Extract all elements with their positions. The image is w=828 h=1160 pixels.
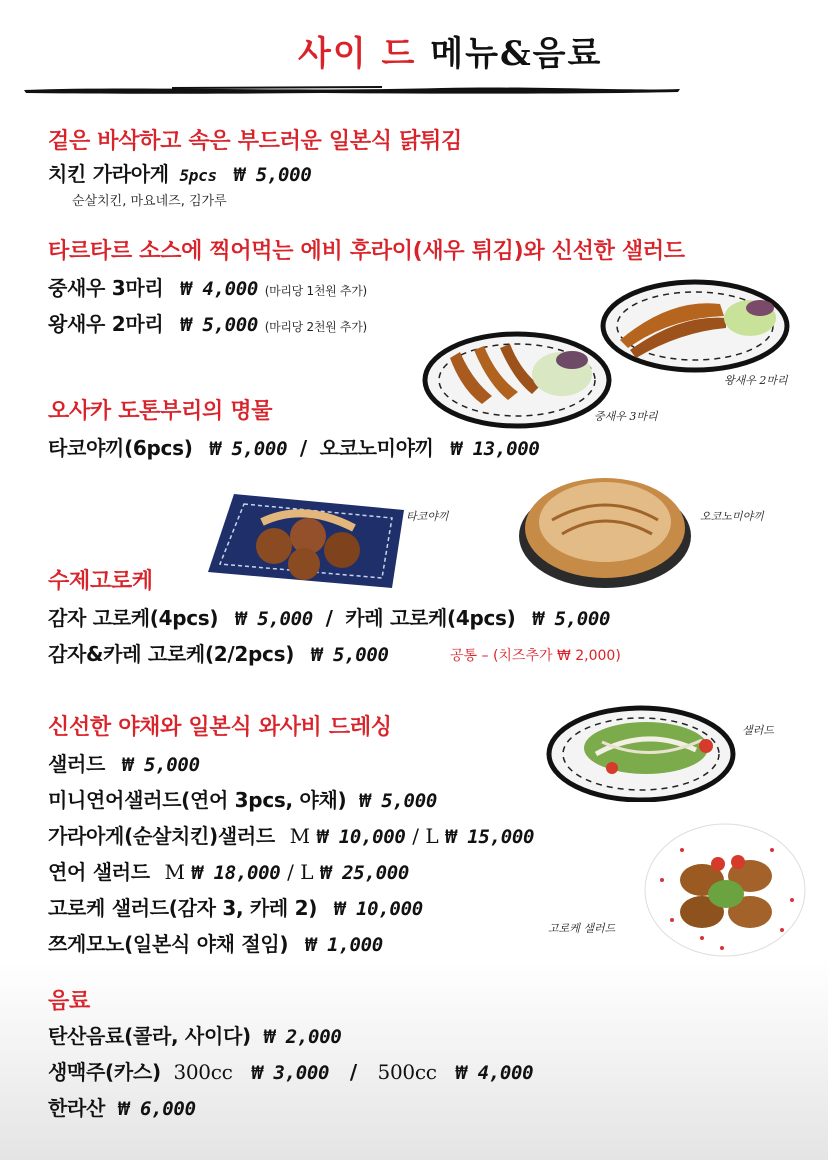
caption-mid-shrimp: 중새우 3마리: [594, 410, 658, 423]
okonomiyaki-photo: [512, 470, 698, 592]
item-name: 쯔게모노(일본식 야채 절임): [48, 932, 289, 956]
item-price: ₩ 5,000: [233, 164, 312, 186]
item-name: 감자 고로케(4pcs): [48, 606, 219, 630]
item-price: ₩ 5,000: [359, 790, 437, 812]
item-price: ₩ 10,000: [316, 826, 406, 848]
item-price: ₩ 1,000: [304, 934, 383, 956]
item-croquette-2: [48, 638, 389, 667]
item-name: 가라아게(순살치킨)샐러드: [48, 824, 275, 848]
brush-divider: [22, 82, 682, 98]
item-price: ₩ 4,000: [180, 278, 259, 300]
separator: /: [287, 860, 294, 884]
heading-shrimp: 타르타르 소스에 찍어먹는 에비 후라이(새우 튀김)와 신선한 샐러드: [48, 239, 685, 264]
item-price: ₩ 13,000: [450, 438, 540, 460]
caption-salad: 샐러드: [742, 724, 774, 737]
item-salmon-salad: [48, 856, 409, 885]
item-price: ₩ 5,000: [234, 608, 313, 630]
item-takoyaki-okonomiyaki: [48, 432, 540, 461]
title-black: 메뉴&음료: [430, 34, 603, 74]
item-king-shrimp: [48, 308, 367, 337]
king-shrimp-photo: [600, 278, 790, 374]
item-price: ₩ 2,000: [263, 1026, 342, 1048]
item-price: ₩ 5,000: [180, 314, 259, 336]
item-price: ₩ 5,000: [532, 608, 611, 630]
item-name: 미니연어샐러드(연어 3pcs, 야채): [48, 788, 347, 812]
item-name: 고로케 샐러드(감자 3, 카레 2): [48, 896, 318, 920]
heading-osaka: 오사카 도톤부리의 명물: [48, 399, 273, 424]
item-soft-drink: [48, 1020, 341, 1049]
item-name: 탄산음료(콜라, 사이다): [48, 1024, 251, 1048]
item-name: 왕새우 2마리: [48, 312, 164, 336]
size-label: M: [289, 824, 310, 848]
item-karaage-salad: [48, 820, 534, 849]
item-price: ₩ 15,000: [445, 826, 535, 848]
caption-takoyaki: 타코야끼: [406, 510, 449, 523]
size-label: 500cc: [377, 1060, 437, 1084]
title-red-2: 드: [381, 34, 417, 74]
item-price: ₩ 3,000: [251, 1062, 330, 1084]
caption-okonomiyaki: 오코노미야끼: [700, 510, 764, 523]
caption-croquette-salad: 고로케 샐러드: [548, 922, 616, 935]
item-price: ₩ 6,000: [117, 1098, 196, 1120]
item-name: 치킨 가라아게: [48, 162, 169, 186]
item-name: 감자&카레 고로케(2/2pcs): [48, 642, 295, 666]
item-name: 타코야끼(6pcs): [48, 436, 193, 460]
page-title: [298, 26, 602, 75]
item-name: 생맥주(카스): [48, 1060, 161, 1084]
croquette-salad-photo: [642, 820, 808, 960]
size-label: L: [300, 860, 314, 884]
item-name: 중새우 3마리: [48, 276, 164, 300]
item-price: ₩ 18,000: [191, 862, 281, 884]
item-description: 순살치킨, 마요네즈, 김가루: [72, 194, 227, 209]
separator: /: [412, 824, 419, 848]
item-price: ₩ 5,000: [121, 754, 200, 776]
heading-salad: 신선한 야채와 일본식 와사비 드레싱: [48, 715, 392, 740]
caption-king-shrimp: 왕새우 2마리: [724, 374, 788, 387]
title-red-1: 사이: [298, 34, 368, 74]
item-mid-shrimp: [48, 272, 367, 301]
item-price: ₩ 25,000: [319, 862, 409, 884]
separator: /: [349, 1060, 357, 1084]
item-draft-beer: [48, 1056, 533, 1085]
item-name: 카레 고로케(4pcs): [345, 606, 516, 630]
separator: /: [325, 606, 333, 630]
item-hallasan: [48, 1092, 196, 1121]
heading-croquette: 수제고로케: [48, 569, 153, 594]
mid-shrimp-photo: [422, 330, 612, 430]
item-name: 한라산: [48, 1096, 106, 1120]
takoyaki-photo: [204, 488, 410, 592]
item-price: ₩ 5,000: [310, 644, 389, 666]
item-qty: 5pcs: [179, 166, 217, 185]
size-label: 300cc: [173, 1060, 233, 1084]
heading-drinks: 음료: [48, 989, 90, 1014]
item-price: ₩ 10,000: [333, 898, 423, 920]
item-salad: [48, 748, 200, 777]
item-name: 샐러드: [48, 752, 106, 776]
item-note: (마리당 2천원 추가): [264, 320, 367, 334]
item-note: (마리당 1천원 추가): [264, 284, 367, 298]
item-mini-salmon-salad: [48, 784, 437, 813]
size-label: M: [164, 860, 185, 884]
item-croquette-salad: [48, 892, 423, 921]
separator: /: [299, 436, 307, 460]
item-price: ₩ 5,000: [209, 438, 288, 460]
item-tsukemono: [48, 928, 383, 957]
size-label: L: [425, 824, 439, 848]
salad-photo: [546, 704, 736, 802]
item-croquette-1: [48, 602, 610, 631]
item-name: 오코노미야끼: [319, 436, 434, 460]
heading-karaage: 겉은 바삭하고 속은 부드러운 일본식 닭튀김: [48, 129, 462, 154]
item-name: 연어 샐러드: [48, 860, 150, 884]
item-chicken-karaage: [48, 158, 311, 187]
item-price: ₩ 4,000: [455, 1062, 534, 1084]
cheese-note: 공통 – (치즈추가 ₩ 2,000): [450, 648, 621, 664]
